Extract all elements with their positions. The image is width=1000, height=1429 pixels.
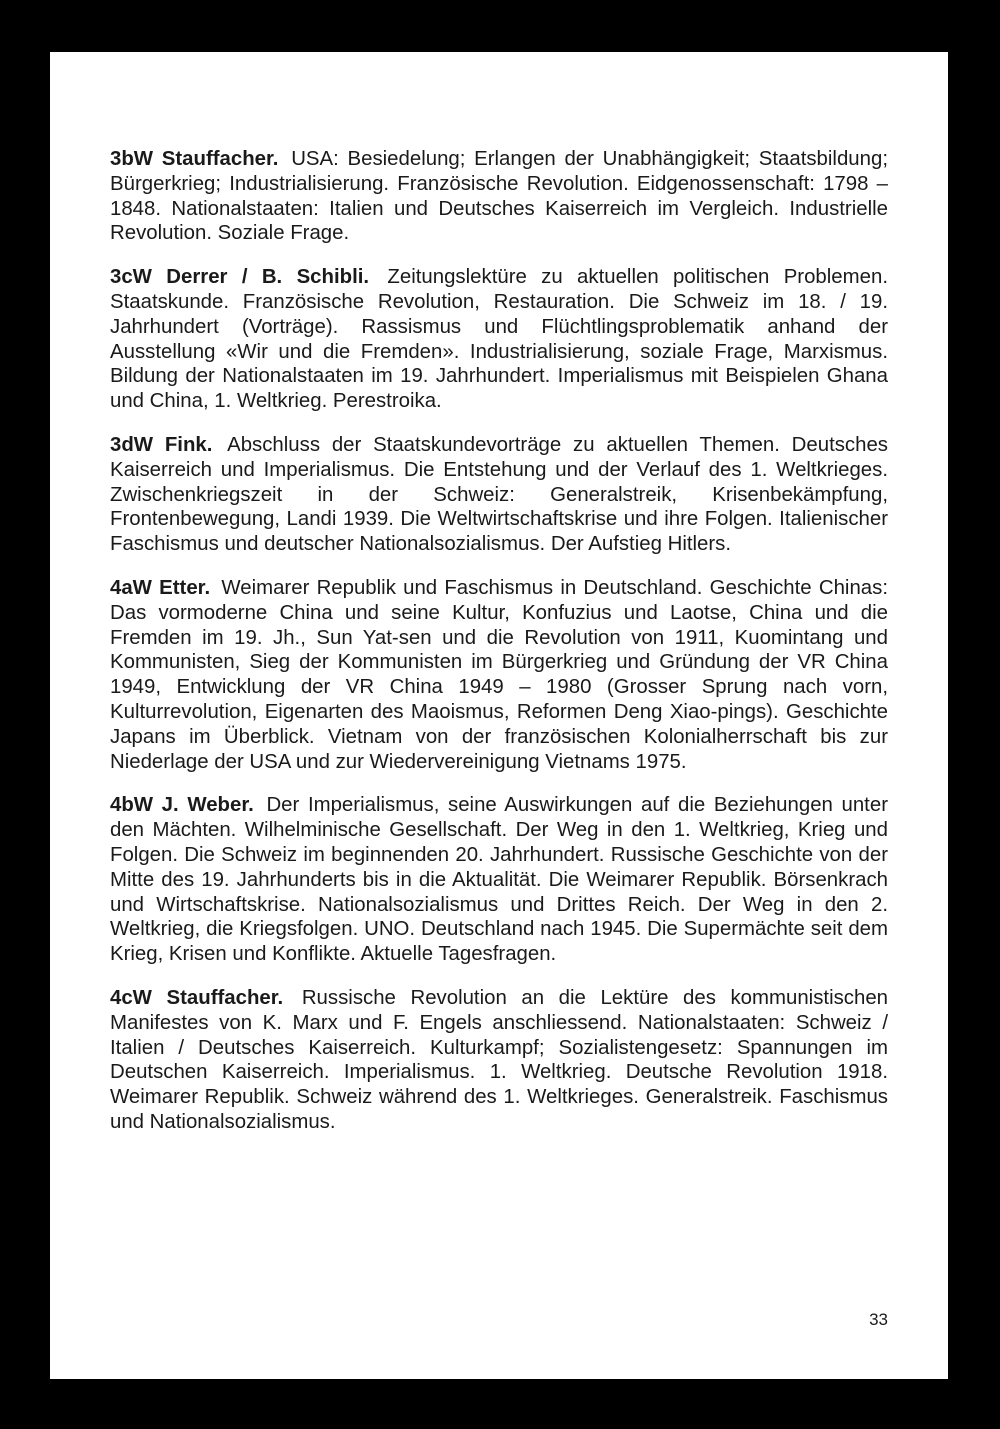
entry-heading: 3cW Derrer / B. Schibli. (110, 266, 370, 289)
entry-heading: 4bW J. Weber. (110, 794, 254, 817)
entry-text: Der Imperialismus, seine Auswirkungen auf die Beziehungen unter den Mächten. Wilhelminische Gesellschaft. Der Weg in den 1. Weltkrieg, Krieg und Folgen. Die Schweiz im beginnenden 20. Jahrhundert. Russische Geschichte von der Mitte des 19. Jahrhunderts bis in die Aktualität. Die Weimarer Republik. Börsenkrach und Wirtschaftskrise. Nationalsozialismus und Drittes Reich. Der Weg in den 2. Weltkrieg, die Kriegsfolgen. UNO. Deutschland nach 1945. Die Supermächte seit dem Krieg, Krisen und Konflikte. Aktuelle Tagesfragen. (110, 794, 888, 966)
class-entries (110, 147, 888, 1154)
entry-4bw (110, 793, 888, 967)
entry-4aw (110, 576, 888, 774)
entry-text: Zeitungslektüre zu aktuellen politischen Problemen. Staatskunde. Französische Revolution, Restauration. Die Schweiz im 18. / 19. Jahrhundert (Vorträge). Rassismus und Flüchtlingsproblematik anhand der Ausstellung «Wir und die Fremden». Industrialisierung, soziale Frage, Marxismus. Bildung der Nationalstaaten im 19. Jahrhundert. Imperialismus mit Beispielen Ghana und China, 1. Weltkrieg. Perestroika. (110, 266, 888, 413)
entry-text: USA: Besiedelung; Erlangen der Unabhängigkeit; Staatsbildung; Bürgerkrieg; Industrialisierung. Französische Revolution. Eidgenossenschaft: 1798 – 1848. Nationalstaaten: Italien und Deutsches Kaiserreich im Vergleich. Industrielle Revolution. Soziale Frage. (110, 148, 888, 245)
entry-4cw (110, 986, 888, 1135)
entry-text: Abschluss der Staatskundevorträge zu aktuellen Themen. Deutsches Kaiserreich und Imperialismus. Die Entstehung und der Verlauf des 1. Weltkrieges. Zwischenkriegszeit in der Schweiz: Generalstreik, Krisenbekämpfung, Frontenbewegung, Landi 1939. Die Weltwirtschaftskrise und ihre Folgen. Italienischer Faschismus und deutscher Nationalsozialismus. Der Aufstieg Hitlers. (110, 433, 888, 556)
document-page (50, 52, 948, 1379)
entry-heading: 3dW Fink. (110, 433, 213, 456)
entry-3cw (110, 265, 888, 414)
entry-3dw (110, 433, 888, 557)
entry-heading: 4cW Stauffacher. (110, 986, 284, 1009)
entry-text: Weimarer Republik und Faschismus in Deutschland. Geschichte Chinas: Das vormoderne China und seine Kultur, Konfuzius und Laotse, China und die Fremden im 19. Jh., Sun Yat-sen und die Revolution von 1911, Kuomintang und Kommunisten, Sieg der Kommunisten im Bürgerkrieg und Gründung der VR China 1949, Entwicklung der VR China 1949 – 1980 (Grosser Sprung nach vorn, Kulturrevolution, Eigenarten des Maoismus, Reformen Deng Xiao-pings). Geschichte Japans im Überblick. Vietnam von der französischen Kolonialherrschaft bis zur Niederlage der USA und zur Wiedervereinigung Vietnams 1975. (110, 576, 888, 773)
entry-heading: 4aW Etter. (110, 576, 211, 599)
entry-text: Russische Revolution an die Lektüre des kommunistischen Manifestes von K. Marx und F. Engels anschliessend. Nationalstaaten: Schweiz / Italien / Deutsches Kaiserreich. Kulturkampf; Sozialistengesetz: Spannungen im Deutschen Kaiserreich. Imperialismus. 1. Weltkrieg. Deutsche Revolution 1918. Weimarer Republik. Schweiz während des 1. Weltkrieges. Generalstreik. Faschismus und Nationalsozialismus. (110, 986, 889, 1133)
page-number: 33 (869, 1310, 888, 1329)
entry-3bw (110, 147, 888, 246)
entry-heading: 3bW Stauffacher. (110, 148, 279, 170)
